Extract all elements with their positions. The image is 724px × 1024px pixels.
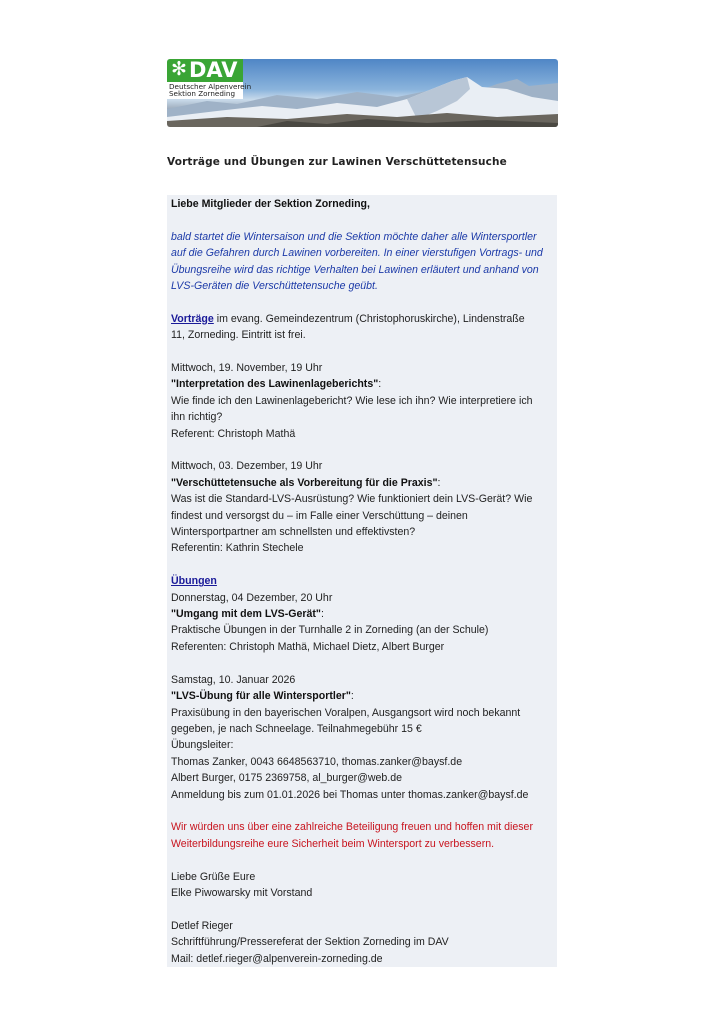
uebungen-heading: [171, 573, 555, 589]
talk2-desc: Wintersportpartner am schnellsten und effektivsten?: [171, 526, 416, 539]
signature-role: Schriftführung/Pressereferat der Sektion Zorneding im DAV: [171, 936, 449, 949]
ex1-date: Donnerstag, 04 Dezember, 20 Uhr: [171, 591, 333, 604]
letter-body: [171, 195, 555, 967]
uebungen-link[interactable]: Übungen: [171, 575, 217, 588]
ex2-title: "LVS-Übung für alle Wintersportler":: [171, 690, 354, 703]
talk1-desc: ihn richtig?: [171, 411, 223, 424]
ex2-leader-label: Übungsleiter:: [171, 739, 234, 752]
regards-name: Elke Piwowarsky mit Vorstand: [171, 886, 313, 899]
talk2-title: "Verschüttetensuche als Vorbereitung für die Praxis":: [171, 476, 441, 489]
talk1-title: "Interpretation des Lawinenlageberichts":: [171, 378, 382, 391]
signature-mail: Mail: detlef.rieger@alpenverein-zorneding.de: [171, 952, 383, 965]
talk2-desc: findest und versorgst du – im Falle einer Verschüttung – deinen: [171, 509, 468, 522]
vortraege-location: Vorträge im evang. Gemeindezentrum (Christophoruskirche), Lindenstraße: [171, 312, 525, 325]
edelweiss-icon: ✻: [171, 59, 187, 80]
ex2-leader: Thomas Zanker, 0043 6648563710, thomas.zanker@baysf.de: [171, 755, 463, 768]
vortraege-location-2: 11, Zorneding. Eintritt ist frei.: [171, 329, 306, 342]
signature-name: Detlef Rieger: [171, 919, 233, 932]
logo-line-1: Deutscher Alpenverein: [169, 82, 252, 91]
page-title: Vorträge und Übungen zur Lawinen Verschüttetensuche: [167, 156, 507, 168]
vortraege-link[interactable]: Vorträge: [171, 312, 214, 325]
regards: Liebe Grüße Eure: [171, 870, 256, 883]
intro-paragraph: bald startet die Wintersaison und die Sektion möchte daher alle Wintersportler auf die Gefahren durch Lawinen vorbereiten. In einer vierstufigen Vortrags- und Übungsreihe wird das richtige Verhalten bei Lawinen erläutert und anhand von LVS-Geräten die Verschüttetensuche geübt.: [171, 230, 543, 293]
ex2-registration: Anmeldung bis zum 01.01.2026 bei Thomas unter thomas.zanker@baysf.de: [171, 788, 529, 801]
talk1-desc: Wie finde ich den Lawinenlagebericht? Wie lese ich ihn? Wie interpretiere ich: [171, 394, 533, 407]
ex2-desc: gegeben, je nach Schneelage. Teilnahmegebühr 15 €: [171, 722, 422, 735]
ex2-desc: Praxisübung in den bayerischen Voralpen, Ausgangsort wird noch bekannt: [171, 706, 521, 719]
logo-dav-text: DAV: [189, 59, 238, 82]
dav-logo: [167, 59, 252, 99]
logo-line-2: Sektion Zorneding: [169, 89, 236, 98]
talk2-date: Mittwoch, 03. Dezember, 19 Uhr: [171, 460, 323, 473]
ex1-speaker: Referenten: Christoph Mathä, Michael Dietz, Albert Burger: [171, 640, 445, 653]
closing-paragraph: Wir würden uns über eine zahlreiche Beteiligung freuen und hoffen mit dieser Weiterbildungsreihe eure Sicherheit beim Wintersport zu verbessern.: [171, 821, 533, 850]
ex2-date: Samstag, 10. Januar 2026: [171, 673, 296, 686]
ex2-leader: Albert Burger, 0175 2369758, al_burger@web.de: [171, 772, 403, 785]
talk2-speaker: Referentin: Kathrin Stechele: [171, 542, 304, 555]
talk1-speaker: Referent: Christoph Mathä: [171, 427, 296, 440]
ex1-desc: Praktische Übungen in der Turnhalle 2 in Zorneding (an der Schule): [171, 624, 489, 637]
talk2-desc: Was ist die Standard-LVS-Ausrüstung? Wie funktioniert dein LVS-Gerät? Wie: [171, 493, 533, 506]
talk1-date: Mittwoch, 19. November, 19 Uhr: [171, 362, 323, 375]
greeting: Liebe Mitglieder der Sektion Zorneding,: [171, 198, 370, 210]
ex1-title: "Umgang mit dem LVS-Gerät":: [171, 608, 324, 621]
header-banner: [167, 59, 558, 127]
